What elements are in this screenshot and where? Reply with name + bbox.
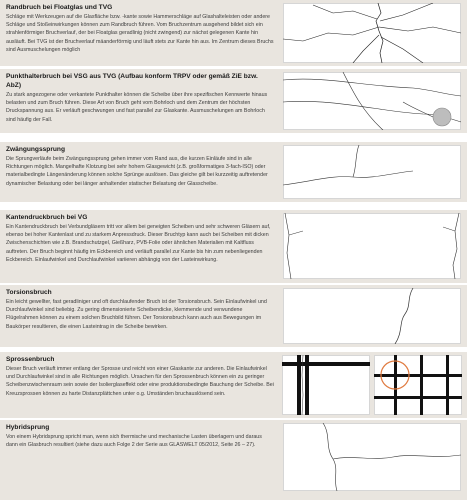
section-body: Von einem Hybridsprung spricht man, wenn sich thermische und mechanische Lasten überlagern und daraus dann ein Glasbruch resultiert (siehe dazu auch Folge 2 der Serie aus GLASWELT 05/2012, Seite 26 – 27). <box>6 434 262 449</box>
hybridsprung-illustration <box>283 423 461 491</box>
section-punkthalterbruch <box>0 69 467 133</box>
section-title: Punkthalterbruch bei VSG aus TVG (Aufbau konform TRPV oder gemäß ZiE bzw. AbZ) <box>6 73 258 89</box>
section-body: Ein Kantendruckbruch bei Verbundgläsern tritt vor allem bei geneigten Scheiben und sehr schweren Gläsern auf, ebenso bei hoher Kantenlast und zu starkem Anpressdruck. Dieser Bruchtyp kann auch bei Scheiben mit dicken Zwischenschichten wie z.B. Brandschutzgel, Gießharz, PVB-Folie oder ähnlichen Materialien mit Kaltfluss auftreten. Der Bruch beginnt häufig im Eckbereich und verläuft parallel zur Kante bis hin zum nebenliegenden Eckbereich. Einlaufwinkel und Durchlaufwinkel variieren abhängig von der Lasteinwirkung. <box>6 224 271 263</box>
section-title: Zwängungssprung <box>6 146 65 153</box>
section-text <box>6 145 274 188</box>
section-body: Dieser Bruch verläuft immer entlang der Sprosse und reicht von einer Glaskante zur anderen. Die Einlaufwinkel und Durchlaufwinkel sind in alle Richtungen möglich. Ursachen für den Sprossenbruch können ein zu geringer Scheibenzwischenraum sein sowie der Isolierglaseffekt oder eine produktionsbedingte Bauchung der Scheibe. Bei Kreuzsprossen können zu harte Distanzplättchen unter o.g. Umständen bruchauslösend sein. <box>6 366 274 397</box>
randbruch-illustration <box>283 3 461 63</box>
section-title: Torsionsbruch <box>6 289 52 296</box>
section-hybridsprung <box>0 420 467 500</box>
sprossenbruch-illustration-cross <box>374 355 462 415</box>
section-text <box>6 3 274 54</box>
section-torsionsbruch <box>0 285 467 347</box>
sprossenbruch-illustration-single <box>282 355 370 415</box>
section-title: Hybridsprung <box>6 424 50 431</box>
zwaengungssprung-crack-drawing <box>283 145 461 199</box>
zwaengungssprung-illustration <box>283 145 461 199</box>
section-text <box>6 288 274 331</box>
section-body: Die Sprungverläufe beim Zwängungssprung gehen immer vom Rand aus, die kurzen Einläufe sind in alle Richtungen möglich. Mangelhafte Klotzung bei sehr hohem Glasgewicht (z.B. großformatiges 3-fach-ISO) oder materialbedingte Längenänderung können solche Sprünge auslösen. Das gleiche gilt bei kurzzeitig auftretender dynamischer Belastung oder bei länger anhaltender statischer Belastung der Glasscheibe. <box>6 156 268 187</box>
section-text <box>6 423 274 449</box>
section-text <box>6 72 274 124</box>
kantendruckbruch-crack-drawing <box>283 213 461 279</box>
section-kantendruckbruch <box>0 210 467 283</box>
section-title: Kantendruckbruch bei VG <box>6 214 88 221</box>
sprossenbruch-single-bar-drawing <box>282 355 370 415</box>
section-body: Zu stark angezogene oder verkantete Punkthalter können die Scheibe über ihre spezifischen Kennwerte hinaus belasten und zum Bruch führen. Diese Art von Bruch geht vom Bohrloch und dem Zentrum der höchsten Druckspannung aus. Er verläuft geschwungen und fast parallel zur Glaskante. Ausmuschelungen am Bohrloch sind häufig der Fall. <box>6 92 268 123</box>
section-text <box>6 213 274 264</box>
section-randbruch <box>0 0 467 66</box>
section-zwaengungssprung <box>0 142 467 202</box>
torsionsbruch-crack-drawing <box>283 288 461 344</box>
randbruch-crack-drawing <box>283 3 461 63</box>
torsionsbruch-illustration <box>283 288 461 344</box>
section-body: Schläge mit Werkzeugen auf die Glasfläche bzw. -kante sowie Hammerschläge auf Glashalteleisten oder andere Schläge und Stoßeinwirkungen können zum Randbruch führen. Vom Bruchzentrum ausgehend bildet sich ein strahlenförmiger Bruchverlauf, der bei Floatglas geradlinig (nicht zwingend) zur nächst gelegenen Kante hin ausläuft. Bei TVG ist der Bruchverlauf mäanderförmig und läuft stets zur Kante hin aus. Im Zentrum dieses Bruchs sind Ausmuschelungen möglich <box>6 14 274 53</box>
hybridsprung-crack-drawing <box>283 423 461 491</box>
punkthalter-crack-drawing <box>283 72 461 130</box>
punkthalter-illustration <box>283 72 461 130</box>
sprossenbruch-cross-bar-drawing <box>374 355 462 415</box>
kantendruckbruch-illustration <box>283 213 461 279</box>
section-body: Ein leicht gewellter, fast geradliniger und oft durchlaufender Bruch ist der Torsionsbruch. Sein Einlaufwinkel und Durchlaufwinkel sind beliebig. Zu gering dimensionierte Scheibendicke, klemmende und verwundene Flügelrahmen können zu einem solchen Bruchbild führen. Der Torsionsbruch kann auch aus Bewegungen im Baukörper resultieren, die einen Lasteintrag in die Scheibe bewirken. <box>6 299 267 330</box>
section-title: Randbruch bei Floatglas und TVG <box>6 4 113 11</box>
section-sprossenbruch <box>0 352 467 418</box>
section-title: Sprossenbruch <box>6 356 55 363</box>
section-text <box>6 355 274 398</box>
